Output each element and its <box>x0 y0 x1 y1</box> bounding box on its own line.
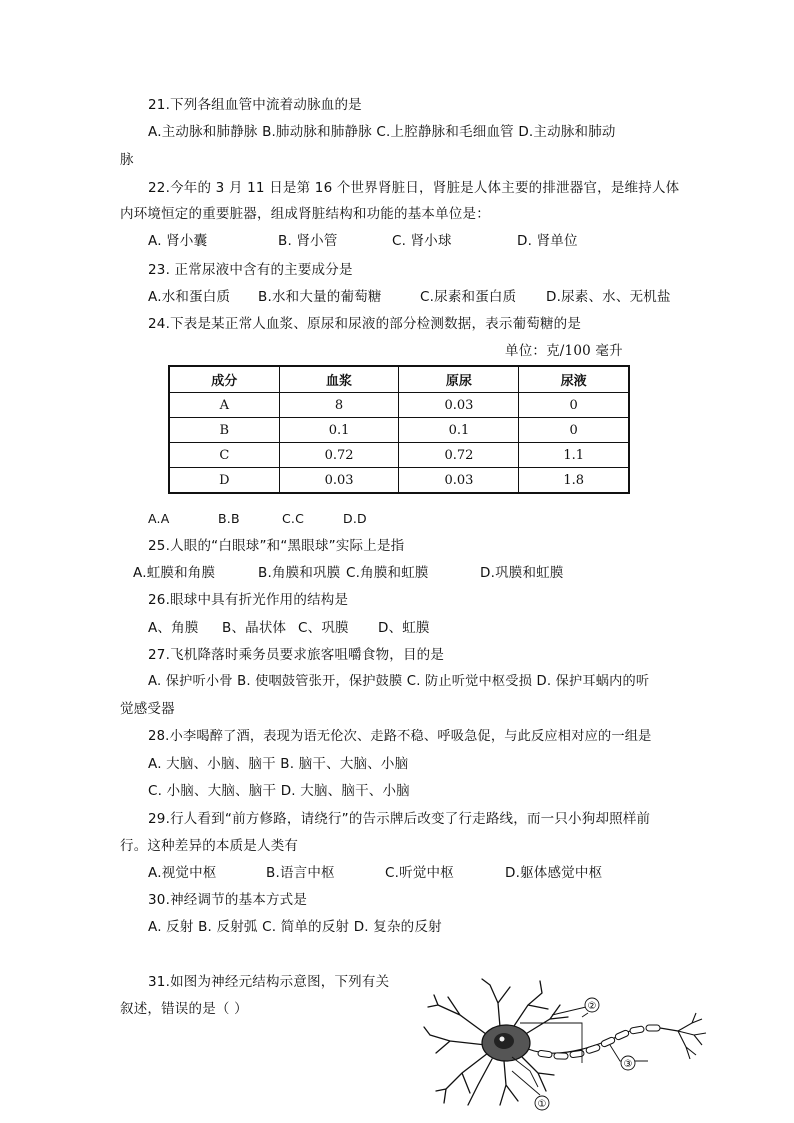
table-cell: 0.03 <box>279 468 399 494</box>
q25-option-c: C.角膜和虹膜 <box>346 565 429 581</box>
q29-option-a: A.视觉中枢 <box>148 865 217 881</box>
q25-options <box>0 564 794 582</box>
q22-stem-line2: 内环境恒定的重要脏器，组成肾脏结构和功能的基本单位是： <box>120 206 490 222</box>
myelin-sheath <box>538 1025 660 1059</box>
table-cell: 0.1 <box>399 418 519 443</box>
q24-unit: 单位：克/100 毫升 <box>505 343 623 359</box>
table-cell: D <box>169 468 279 494</box>
q28-stem: 28.小李喝醉了酒，表现为语无伦次、走路不稳、呼吸急促，与此反应相对应的一组是 <box>148 729 652 744</box>
q22-option-b: B. 肾小管 <box>278 233 338 249</box>
q30-options: A. 反射 B. 反射弧 C. 简单的反射 D. 复杂的反射 <box>148 919 442 935</box>
q31-stem-line2: 叙述，错误的是（ ） <box>120 1001 248 1017</box>
q24-options <box>0 510 794 528</box>
table-cell: 8 <box>279 393 399 418</box>
table-cell: 1.8 <box>519 468 629 494</box>
q28-options-line1: A. 大脑、小脑、脑干 B. 脑干、大脑、小脑 <box>148 756 409 772</box>
q29-option-b: B.语言中枢 <box>266 865 335 881</box>
q22-option-a: A. 肾小囊 <box>148 233 208 249</box>
table-row <box>169 393 629 418</box>
neuron-diagram <box>420 975 720 1115</box>
q29-stem-line2: 行。这种差异的本质是人类有 <box>120 838 299 854</box>
q23-option-b: B.水和大量的葡萄糖 <box>258 289 382 305</box>
q21-options: A.主动脉和肺静脉 B.肺动脉和肺静脉 C.上腔静脉和毛细血管 D.主动脉和肺动 <box>148 124 616 140</box>
label-3: ③ <box>623 1059 633 1070</box>
q26-option-d: D、虹膜 <box>378 620 430 636</box>
table-header-row <box>169 366 629 393</box>
nucleus <box>494 1033 514 1049</box>
q25-stem: 25.人眼的“白眼球”和“黑眼球”实际上是指 <box>148 538 405 554</box>
q26-option-c: C、巩膜 <box>298 620 349 636</box>
q24-option-d: D.D <box>343 511 367 526</box>
table-cell: 0 <box>519 418 629 443</box>
axon-terminals <box>678 1013 706 1059</box>
nucleolus <box>500 1037 505 1042</box>
table-header: 尿液 <box>519 366 629 393</box>
q23-option-c: C.尿素和蛋白质 <box>420 289 517 305</box>
q31-stem-line1: 31.如图为神经元结构示意图，下列有关 <box>148 974 390 990</box>
table-row <box>169 443 629 468</box>
q21-stem: 21.下列各组血管中流着动脉血的是 <box>148 97 362 113</box>
q23-option-a: A.水和蛋白质 <box>148 289 231 305</box>
label-1: ① <box>537 1099 547 1110</box>
table-header: 血浆 <box>279 366 399 393</box>
q23-options <box>0 288 794 306</box>
q24-option-a: A.A <box>148 511 170 526</box>
q27-options-cont: 觉感受器 <box>120 701 175 717</box>
table-cell: 0.03 <box>399 468 519 494</box>
q29-options <box>0 864 794 882</box>
q23-option-d: D.尿素、水、无机盐 <box>546 289 671 305</box>
q30-stem: 30.神经调节的基本方式是 <box>148 892 308 908</box>
table-cell: 0 <box>519 393 629 418</box>
table-header: 成分 <box>169 366 279 393</box>
table-cell: 1.1 <box>519 443 629 468</box>
table-cell: B <box>169 418 279 443</box>
q22-stem-line1: 22.今年的 3 月 11 日是第 16 个世界肾脏日，肾脏是人体主要的排泄器官，是维持人体 <box>148 180 680 196</box>
table-cell: A <box>169 393 279 418</box>
q25-option-b: B.角膜和巩膜 <box>258 565 341 581</box>
table-row <box>169 418 629 443</box>
q26-option-a: A、角膜 <box>148 620 199 636</box>
q27-stem: 27.飞机降落时乘务员要求旅客咀嚼食物，目的是 <box>148 647 445 663</box>
label-2: ② <box>587 1001 597 1012</box>
q26-stem: 26.眼球中具有折光作用的结构是 <box>148 592 349 608</box>
table-cell: 0.72 <box>399 443 519 468</box>
q24-option-b: B.B <box>218 511 240 526</box>
table-cell: 0.1 <box>279 418 399 443</box>
q22-option-c: C. 肾小球 <box>392 233 452 249</box>
q27-options: A. 保护听小骨 B. 使咽鼓管张开，保护鼓膜 C. 防止听觉中枢受损 D. 保护耳蜗内的听 <box>148 674 650 689</box>
q22-option-d: D. 肾单位 <box>517 233 578 249</box>
table-cell: 0.72 <box>279 443 399 468</box>
q25-option-a: A.虹膜和角膜 <box>133 565 216 581</box>
q29-stem-line1: 29.行人看到“前方修路，请绕行”的告示牌后改变了行走路线，而一只小狗却照样前 <box>148 811 651 827</box>
q24-data-table <box>168 365 630 494</box>
q29-option-c: C.听觉中枢 <box>385 865 454 881</box>
q29-option-d: D.躯体感觉中枢 <box>505 865 603 881</box>
q24-stem: 24.下表是某正常人血浆、原尿和尿液的部分检测数据，表示葡萄糖的是 <box>148 316 582 332</box>
q24-option-c: C.C <box>282 511 305 526</box>
q25-option-d: D.巩膜和虹膜 <box>480 565 564 581</box>
q23-stem: 23. 正常尿液中含有的主要成分是 <box>148 262 353 278</box>
q26-options <box>0 619 794 637</box>
table-cell: C <box>169 443 279 468</box>
q28-options-line2: C. 小脑、大脑、脑干 D. 大脑、脑干、小脑 <box>148 783 410 799</box>
q26-option-b: B、晶状体 <box>222 620 287 636</box>
table-cell: 0.03 <box>399 393 519 418</box>
table-row <box>169 468 629 494</box>
table-header: 原尿 <box>399 366 519 393</box>
q22-options <box>0 232 794 250</box>
q21-options-cont: 脉 <box>120 152 134 168</box>
